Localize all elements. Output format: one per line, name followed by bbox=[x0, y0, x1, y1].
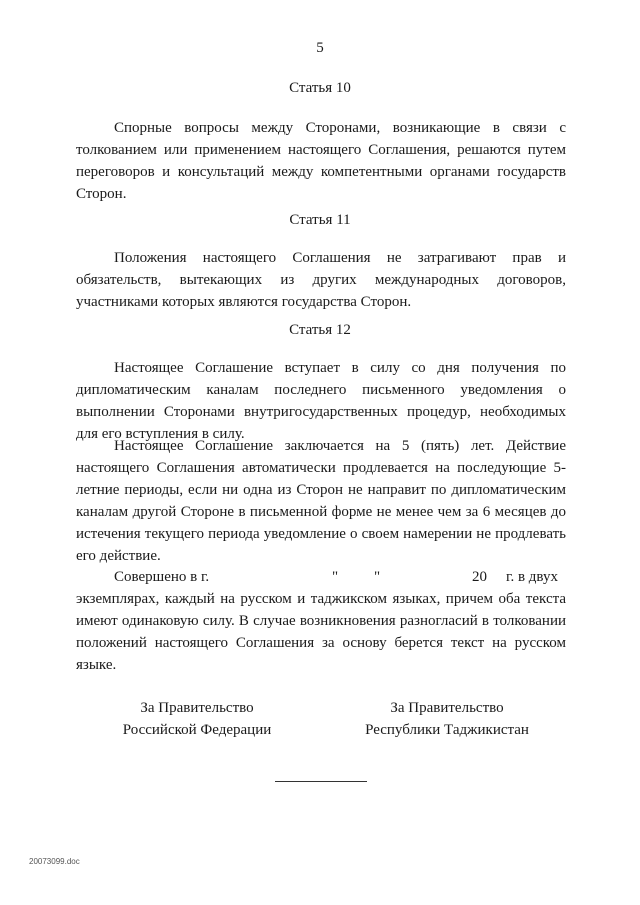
end-divider bbox=[275, 781, 367, 782]
signature-tajikistan-line2: Республики Таджикистан bbox=[365, 722, 529, 738]
signature-russia bbox=[82, 697, 312, 741]
done-in-label: Совершено в г. bbox=[114, 569, 210, 585]
article-12-heading: Статья 12 bbox=[289, 322, 351, 338]
signature-russia-line2: Российской Федерации bbox=[122, 722, 272, 738]
article-12-paragraph-2: Настоящее Соглашение заключается на 5 (пять) лет. Действие настоящего Соглашения автоматически продлевается на последующие 5-летние периоды, если ни одна из Сторон не направит по дипломатическим каналам другой Стороне в письменной форме не менее чем за 6 месяцев до истечения текущего периода уведомление о своем намерении не продлевать его действие. bbox=[76, 438, 566, 564]
year-prefix: 20 bbox=[472, 569, 487, 585]
article-11-paragraph: Положения настоящего Соглашения не затрагивают прав и обязательств, вытекающих из других международных договоров, участниками которых являются государства Сторон. bbox=[76, 250, 566, 310]
quote-open: " bbox=[332, 569, 339, 585]
signature-tajikistan bbox=[332, 697, 562, 741]
footer-document-code: 20073099.doc bbox=[29, 857, 80, 866]
article-10-paragraph: Спорные вопросы между Сторонами, возникающие в связи с толкованием или применением настоящего Соглашения, решаются путем переговоров и консультаций между компетентными органами государств Сторон. bbox=[76, 120, 566, 202]
quote-close: " bbox=[374, 569, 381, 585]
done-in-line bbox=[114, 566, 566, 588]
closing-paragraph: экземплярах, каждый на русском и таджикском языках, причем оба текста имеют одинаковую силу. В случае возникновения разногласий в толковании положений настоящего Соглашения за основу берется текст на русском языке. bbox=[76, 591, 566, 673]
article-11-heading: Статья 11 bbox=[289, 212, 351, 228]
signature-tajikistan-line1: За Правительство bbox=[390, 700, 504, 716]
article-12-paragraph-1: Настоящее Соглашение вступает в силу со дня получения по дипломатическим каналам последнего письменного уведомления о выполнении Сторонами внутригосударственных процедур, необходимых для его вступления в силу. bbox=[76, 360, 566, 442]
page-number: 5 bbox=[316, 40, 324, 56]
signature-russia-line1: За Правительство bbox=[140, 700, 254, 716]
article-10-heading: Статья 10 bbox=[289, 80, 351, 96]
year-suffix: г. в двух bbox=[506, 569, 558, 585]
